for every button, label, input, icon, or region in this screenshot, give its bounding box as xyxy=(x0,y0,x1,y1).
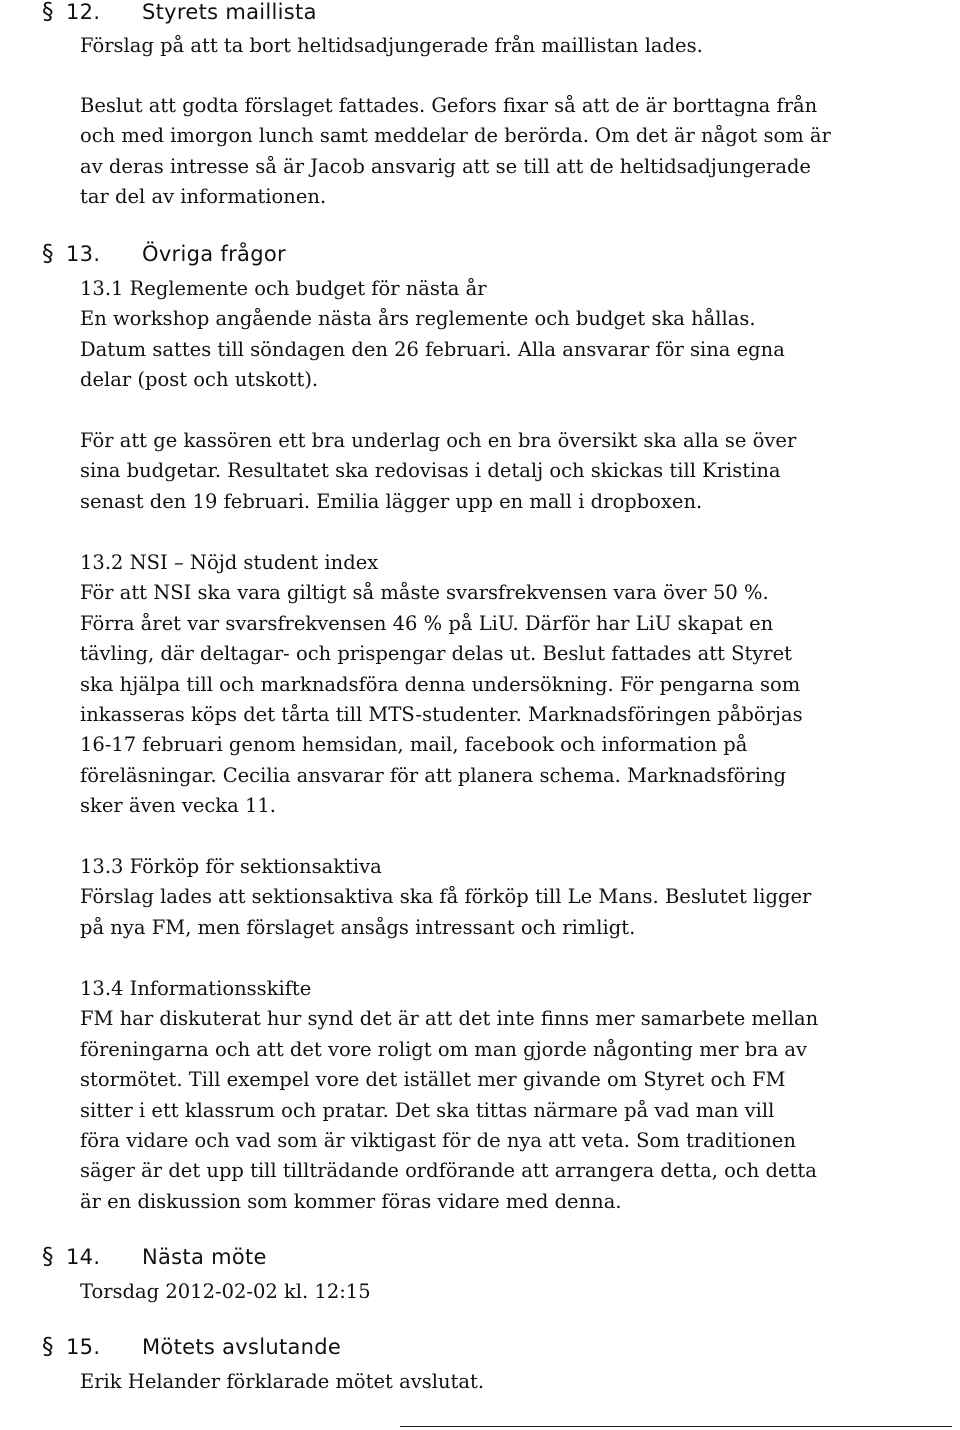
paragraph xyxy=(80,1367,960,1397)
text-line: Beslut att godta förslaget fattades. Gefors fixar så att de är borttagna från xyxy=(80,94,818,117)
text-line: på nya FM, men förslaget ansågs intressant och rimligt. xyxy=(80,915,636,939)
paragraph xyxy=(80,426,960,517)
text-line: För att NSI ska vara giltigt så måste svarsfrekvensen vara över 50 %. xyxy=(80,581,769,605)
section-title: Övriga frågor xyxy=(142,242,286,266)
subsection-title: 13.4 Informationsskifte xyxy=(80,977,312,1000)
section-number: 14. xyxy=(66,1245,101,1269)
text-line: delar (post och utskott). xyxy=(80,368,319,392)
section-heading-12 xyxy=(42,0,317,27)
text-line: Datum sattes till söndagen den 26 februari. Alla ansvarar för sina egna xyxy=(80,337,785,361)
text-line: Torsdag 2012-02-02 kl. 12:15 xyxy=(80,1280,371,1303)
paragraph xyxy=(80,91,960,213)
text-line: inkasseras köps det tårta till MTS-studenter. Marknadsföringen påbörjas xyxy=(80,702,803,726)
paragraph xyxy=(80,548,960,822)
paragraph xyxy=(80,974,960,1217)
paragraph xyxy=(80,852,960,943)
paragraph xyxy=(80,1277,960,1307)
section-title: Mötets avslutande xyxy=(142,1335,342,1359)
text-line: Erik Helander förklarade mötet avslutat. xyxy=(80,1370,485,1393)
text-line: av deras intresse så är Jacob ansvarig att se till att de heltidsadjungerade xyxy=(80,154,811,178)
text-line: Förslag lades att sektionsaktiva ska få förköp till Le Mans. Beslutet ligger xyxy=(80,885,812,909)
section-symbol: § xyxy=(42,1244,54,1270)
text-line: föreläsningar. Cecilia ansvarar för att planera schema. Marknadsföring xyxy=(80,763,787,787)
text-line: är en diskussion som kommer föras vidare med denna. xyxy=(80,1189,622,1213)
paragraph xyxy=(80,31,960,61)
section-number: 15. xyxy=(66,1335,101,1359)
section-symbol: § xyxy=(42,1334,54,1360)
text-line: ska hjälpa till och marknadsföra denna undersökning. För pengarna som xyxy=(80,672,801,696)
text-line: För att ge kassören ett bra underlag och en bra översikt ska alla se över xyxy=(80,429,797,452)
section-title: Nästa möte xyxy=(142,1245,267,1269)
text-line: sina budgetar. Resultatet ska redovisas i detalj och skickas till Kristina xyxy=(80,459,781,483)
subsection-title: 13.3 Förköp för sektionsaktiva xyxy=(80,855,382,878)
text-line: senast den 19 februari. Emilia lägger upp en mall i dropboxen. xyxy=(80,489,703,513)
text-line: sitter i ett klassrum och pratar. Det ska tittas närmare på vad man vill xyxy=(80,1098,775,1122)
subsection-title: 13.2 NSI – Nöjd student index xyxy=(80,551,379,574)
text-line: sker även vecka 11. xyxy=(80,794,276,818)
section-heading-14 xyxy=(42,1242,267,1272)
section-symbol: § xyxy=(42,0,54,25)
text-line: En workshop angående nästa års reglemente och budget ska hållas. xyxy=(80,307,756,331)
signature-rule xyxy=(400,1426,952,1427)
text-line: 16-17 februari genom hemsidan, mail, facebook och information på xyxy=(80,733,748,757)
text-line: Förslag på att ta bort heltidsadjungerade från maillistan lades. xyxy=(80,34,703,57)
text-line: föra vidare och vad som är viktigast för de nya att veta. Som traditionen xyxy=(80,1128,796,1152)
section-number: 13. xyxy=(66,242,101,266)
paragraph xyxy=(80,274,960,396)
section-heading-13 xyxy=(42,239,286,269)
text-line: säger är det upp till tillträdande ordförande att arrangera detta, och detta xyxy=(80,1159,817,1183)
section-heading-15 xyxy=(42,1332,341,1362)
text-line: tävling, där deltagar- och prispengar delas ut. Beslut fattades att Styret xyxy=(80,642,792,666)
section-number: 12. xyxy=(66,0,101,24)
subsection-title: 13.1 Reglemente och budget för nästa år xyxy=(80,277,487,300)
section-symbol: § xyxy=(42,241,54,267)
text-line: och med imorgon lunch samt meddelar de berörda. Om det är något som är xyxy=(80,124,831,148)
text-line: FM har diskuterat hur synd det är att det inte finns mer samarbete mellan xyxy=(80,1007,819,1031)
section-title: Styrets maillista xyxy=(142,0,317,24)
text-line: föreningarna och att det vore roligt om man gjorde någonting mer bra av xyxy=(80,1037,808,1061)
text-line: Förra året var svarsfrekvensen 46 % på LiU. Därför har LiU skapat en xyxy=(80,611,774,635)
text-line: tar del av informationen. xyxy=(80,185,327,209)
text-line: stormötet. Till exempel vore det istället mer givande om Styret och FM xyxy=(80,1068,786,1092)
